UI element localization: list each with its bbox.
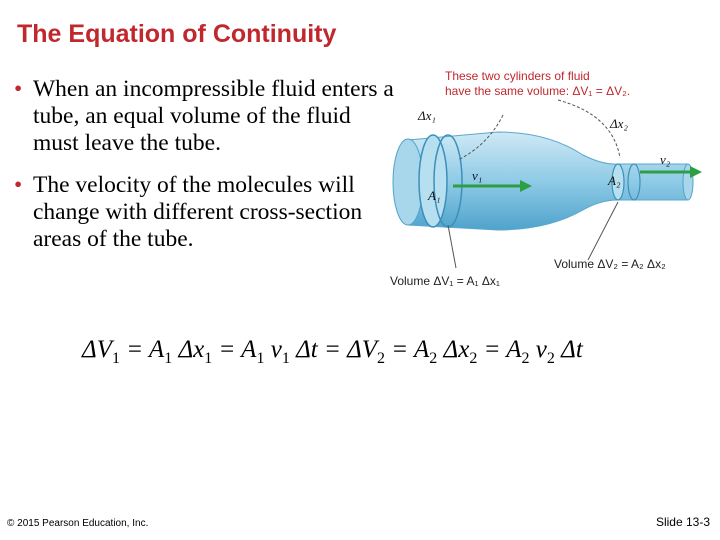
volume2-label: Volume ΔV₂ = A₂ Δx₂ bbox=[554, 257, 666, 271]
bullet-item bbox=[14, 76, 394, 157]
bullet-text: When an incompressible fluid enters a tube, an equal volume of the fluid must leave the tube. bbox=[33, 76, 394, 156]
copyright-notice: © 2015 Pearson Education, Inc. bbox=[7, 518, 149, 529]
bullet-item bbox=[14, 172, 394, 253]
v1-label: v₁ bbox=[472, 168, 483, 183]
bullet-dot-icon: • bbox=[14, 76, 23, 102]
diagram-caption-line-1: These two cylinders of fluid bbox=[445, 69, 590, 83]
continuity-equation: $\Delta V_1 = A_1$ $\Delta x_1 = A_1$ $v_1$ $\Delta t = \Delta V_2 = A_2$ $\Delta x_2 = A_2$ $v_2$ Δt bbox=[82, 336, 583, 367]
v2-label: v₂ bbox=[660, 152, 671, 167]
v2-arrow-head-icon bbox=[690, 166, 702, 178]
dx1-label: Δx₁ bbox=[418, 108, 436, 123]
tube-body bbox=[408, 132, 688, 230]
diagram-caption-line-2: have the same volume: ΔV₁ = ΔV₂. bbox=[445, 84, 631, 98]
slide-number: Slide 13-3 bbox=[655, 515, 710, 529]
volume1-label: Volume ΔV₁ = A₁ Δx₁ bbox=[390, 274, 500, 288]
continuity-tube-diagram bbox=[378, 60, 708, 300]
a2-label: A₂ bbox=[608, 173, 621, 188]
cylinder-1-front bbox=[419, 135, 447, 227]
bullet-list bbox=[14, 76, 394, 268]
slide-title: The Equation of Continuity bbox=[17, 20, 337, 48]
dx2-label: Δx₂ bbox=[610, 116, 628, 131]
a1-label: A₁ bbox=[428, 188, 441, 203]
bullet-text: The velocity of the molecules will change with different cross-section areas of the tube. bbox=[33, 172, 363, 252]
volume2-leader bbox=[588, 202, 618, 260]
volume1-leader bbox=[448, 225, 456, 268]
bullet-dot-icon: • bbox=[14, 172, 23, 198]
